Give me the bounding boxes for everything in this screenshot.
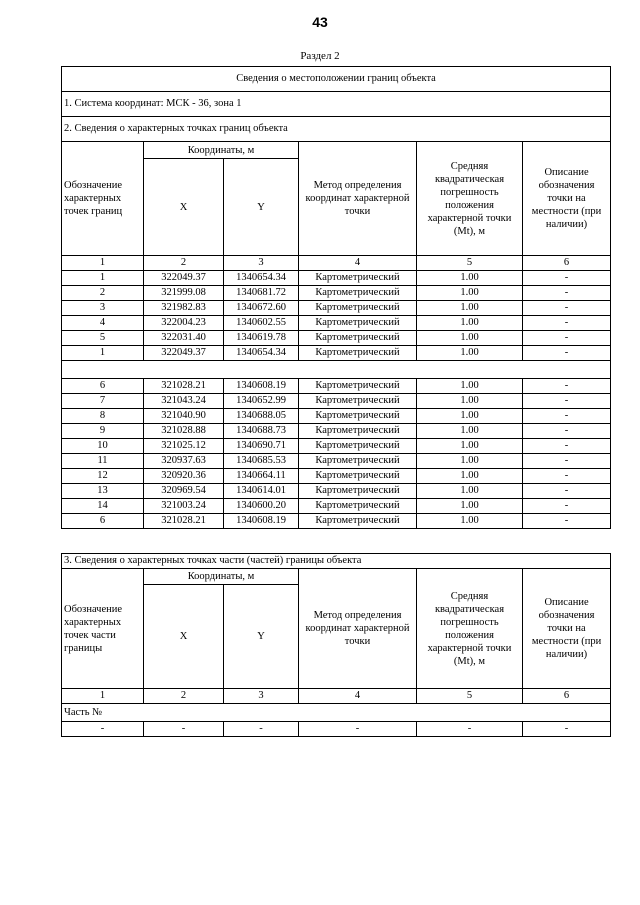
- cell-d: -: [523, 271, 611, 286]
- cell-d: -: [523, 301, 611, 316]
- table-row: [62, 514, 611, 529]
- cell-a: 1.00: [417, 439, 523, 454]
- cell-a: 1.00: [417, 409, 523, 424]
- cell-m: Картометрический: [299, 394, 417, 409]
- cell-m: Картометрический: [299, 271, 417, 286]
- cell-a: 1.00: [417, 454, 523, 469]
- table-row: [62, 301, 611, 316]
- cell-x: 322049.37: [144, 346, 224, 361]
- boundary-points-table: [61, 66, 611, 529]
- cell-n: 10: [62, 439, 144, 454]
- cell-m: Картометрический: [299, 454, 417, 469]
- cell-x: 321040.90: [144, 409, 224, 424]
- cell-y: 1340690.71: [224, 439, 299, 454]
- cell-n: 2: [62, 286, 144, 301]
- cell-y: 1340600.20: [224, 499, 299, 514]
- cell-n: 5: [62, 331, 144, 346]
- table-row: [62, 484, 611, 499]
- table-row: [62, 331, 611, 346]
- cell-a: 1.00: [417, 379, 523, 394]
- cell-m: Картометрический: [299, 346, 417, 361]
- cell-a: 1.00: [417, 316, 523, 331]
- cell-x: 321003.24: [144, 499, 224, 514]
- section2-title: 2. Сведения о характерных точках границ объекта: [62, 117, 611, 142]
- cell-y: 1340654.34: [224, 346, 299, 361]
- cell-x: 321028.21: [144, 514, 224, 529]
- column-number-row: 1 2 3 4 5 6: [62, 689, 611, 704]
- cell-y: 1340652.99: [224, 394, 299, 409]
- cell-y: 1340602.55: [224, 316, 299, 331]
- cell-a: 1.00: [417, 271, 523, 286]
- cell-n: 7: [62, 394, 144, 409]
- table-row: [62, 499, 611, 514]
- cell-a: 1.00: [417, 424, 523, 439]
- header-accuracy: Средняя квадратическая погрешность положения характерной точки (Mt), м: [417, 142, 523, 256]
- cell-m: Картометрический: [299, 316, 417, 331]
- point-rows-group-1: [62, 271, 611, 361]
- header-description: Описание обозначения точки на местности (при наличии): [523, 569, 611, 689]
- cell-y: 1340614.01: [224, 484, 299, 499]
- cell-y: 1340664.11: [224, 469, 299, 484]
- table-row: [62, 454, 611, 469]
- table-row: [62, 409, 611, 424]
- column-number-row: 1 2 3 4 5 6: [62, 256, 611, 271]
- header-x: X: [144, 159, 224, 256]
- cell-n: 12: [62, 469, 144, 484]
- header-x: X: [144, 585, 224, 689]
- cell-x: 321043.24: [144, 394, 224, 409]
- cell-a: 1.00: [417, 301, 523, 316]
- cell-x: 320920.36: [144, 469, 224, 484]
- cell-d: -: [523, 409, 611, 424]
- cell-y: 1340685.53: [224, 454, 299, 469]
- coord-system: 1. Система координат: МСК - 36, зона 1: [62, 92, 611, 117]
- cell-x: 322031.40: [144, 331, 224, 346]
- cell-m: Картометрический: [299, 301, 417, 316]
- table-row: [62, 379, 611, 394]
- cell-d: -: [523, 469, 611, 484]
- table-row: [62, 286, 611, 301]
- part-label: Часть №: [62, 704, 611, 722]
- page-number: 43: [312, 14, 328, 30]
- cell-d: -: [523, 454, 611, 469]
- section-label: Раздел 2: [300, 50, 340, 62]
- spacer-row: [62, 361, 611, 379]
- cell-n: 13: [62, 484, 144, 499]
- cell-x: 321025.12: [144, 439, 224, 454]
- cell-y: 1340608.19: [224, 514, 299, 529]
- cell-y: 1340688.73: [224, 424, 299, 439]
- table-row: [62, 271, 611, 286]
- section3-title: 3. Сведения о характерных точках части (частей) границы объекта: [62, 554, 611, 569]
- cell-d: -: [523, 514, 611, 529]
- cell-n: 6: [62, 514, 144, 529]
- cell-y: 1340608.19: [224, 379, 299, 394]
- cell-m: Картометрический: [299, 331, 417, 346]
- cell-x: 322004.23: [144, 316, 224, 331]
- cell-m: Картометрический: [299, 484, 417, 499]
- header-y: Y: [224, 585, 299, 689]
- cell-a: 1.00: [417, 499, 523, 514]
- header-part-point-designation: Обозначение характерных точек части границы: [62, 569, 144, 689]
- header-accuracy: Средняя квадратическая погрешность положения характерной точки (Mt), м: [417, 569, 523, 689]
- cell-a: 1.00: [417, 484, 523, 499]
- cell-a: 1.00: [417, 331, 523, 346]
- cell-n: 11: [62, 454, 144, 469]
- cell-d: -: [523, 316, 611, 331]
- table-title: Сведения о местоположении границ объекта: [62, 67, 611, 92]
- cell-a: 1.00: [417, 286, 523, 301]
- cell-m: Картометрический: [299, 379, 417, 394]
- table-row: [62, 469, 611, 484]
- cell-m: Картометрический: [299, 409, 417, 424]
- header-method: Метод определения координат характерной точки: [299, 569, 417, 689]
- cell-m: Картометрический: [299, 499, 417, 514]
- cell-d: -: [523, 484, 611, 499]
- cell-m: Картометрический: [299, 424, 417, 439]
- table-row: [62, 394, 611, 409]
- cell-d: -: [523, 424, 611, 439]
- cell-x: 320937.63: [144, 454, 224, 469]
- cell-n: 14: [62, 499, 144, 514]
- cell-n: 8: [62, 409, 144, 424]
- point-rows-group-2: [62, 379, 611, 529]
- cell-y: 1340681.72: [224, 286, 299, 301]
- cell-n: 4: [62, 316, 144, 331]
- cell-d: -: [523, 394, 611, 409]
- cell-y: 1340619.78: [224, 331, 299, 346]
- cell-n: 6: [62, 379, 144, 394]
- table-row: [62, 346, 611, 361]
- part-row: - - - - - -: [62, 722, 611, 737]
- cell-n: 1: [62, 346, 144, 361]
- header-coordinates: Координаты, м: [144, 569, 299, 585]
- cell-d: -: [523, 286, 611, 301]
- cell-x: 320969.54: [144, 484, 224, 499]
- cell-x: 321982.83: [144, 301, 224, 316]
- header-point-designation: Обозначение характерных точек границ: [62, 142, 144, 256]
- cell-x: 321999.08: [144, 286, 224, 301]
- cell-d: -: [523, 439, 611, 454]
- cell-a: 1.00: [417, 469, 523, 484]
- cell-d: -: [523, 499, 611, 514]
- header-y: Y: [224, 159, 299, 256]
- cell-n: 1: [62, 271, 144, 286]
- cell-m: Картометрический: [299, 514, 417, 529]
- cell-x: 321028.88: [144, 424, 224, 439]
- part-points-table: [61, 553, 611, 737]
- header-method: Метод определения координат характерной точки: [299, 142, 417, 256]
- cell-d: -: [523, 331, 611, 346]
- cell-y: 1340688.05: [224, 409, 299, 424]
- cell-x: 321028.21: [144, 379, 224, 394]
- table-row: [62, 424, 611, 439]
- cell-n: 3: [62, 301, 144, 316]
- cell-y: 1340672.60: [224, 301, 299, 316]
- cell-d: -: [523, 379, 611, 394]
- cell-a: 1.00: [417, 346, 523, 361]
- table-row: [62, 439, 611, 454]
- cell-n: 9: [62, 424, 144, 439]
- cell-y: 1340654.34: [224, 271, 299, 286]
- cell-m: Картометрический: [299, 469, 417, 484]
- header-coordinates: Координаты, м: [144, 142, 299, 159]
- cell-m: Картометрический: [299, 286, 417, 301]
- cell-d: -: [523, 346, 611, 361]
- cell-a: 1.00: [417, 514, 523, 529]
- table-row: [62, 316, 611, 331]
- header-description: Описание обозначения точки на местности (при наличии): [523, 142, 611, 256]
- cell-m: Картометрический: [299, 439, 417, 454]
- cell-x: 322049.37: [144, 271, 224, 286]
- cell-a: 1.00: [417, 394, 523, 409]
